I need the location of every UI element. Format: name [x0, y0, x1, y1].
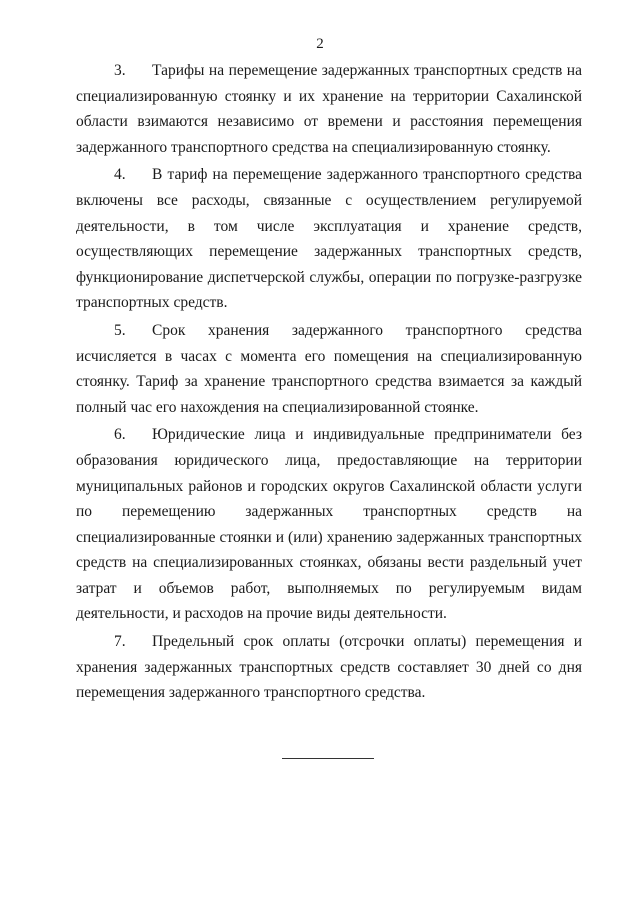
paragraph-4: [76, 162, 582, 316]
paragraph-text: Тарифы на перемещение задержанных транспортных средств на специализированную стоянку и их хранение на территории Сахалинской области взимаются независимо от времени и расстояния перемещения задержанного транспортного средства на специализированную стоянку.: [76, 62, 582, 156]
paragraph-5: [76, 318, 582, 420]
paragraph-text: Срок хранения задержанного транспортного средства исчисляется в часах с момента его помещения на специализированную стоянку. Тариф за хранение транспортного средства взимается за каждый полный час его нахождения на специализированной стоянке.: [76, 321, 582, 416]
paragraph-number: 3.: [114, 62, 126, 79]
paragraph-number: 4.: [114, 166, 126, 184]
paragraph-3: [76, 58, 582, 160]
paragraph-7: [76, 629, 582, 706]
paragraph-number: 5.: [114, 321, 126, 339]
paragraph-number: 7.: [114, 633, 126, 651]
paragraph-text: Предельный срок оплаты (отсрочки оплаты) перемещения и хранения задержанных транспортных средств составляет 30 дней со дня перемещения задержанного транспортного средства.: [76, 633, 582, 702]
paragraph-text: Юридические лица и индивидуальные предприниматели без образования юридического лица, предоставляющие на территории муниципальных районов и городских округов Сахалинской области услуги по перемещению задержанных транспортных средств на специализированные стоянки и (или) хранению задержанных транспортных средств на специализированных стоянках, обязаны вести раздельный учет затрат и объемов работ, выполняемых по регулируемым видам деятельности, и расходов на прочие виды деятельности.: [76, 426, 582, 623]
paragraph-number: 6.: [114, 426, 126, 444]
paragraph-text: В тариф на перемещение задержанного транспортного средства включены все расходы, связанные с осуществлением регулируемой деятельности, в том числе эксплуатация и хранение средств, осуществляющих перемещение задержанных транспортных средств, функционирование диспетчерской службы, операции по погрузке-разгрузке транспортных средств.: [76, 166, 582, 312]
closing-rule: [282, 758, 374, 759]
page-number: 2: [316, 36, 324, 52]
paragraph-6: [76, 422, 582, 627]
document-body: [76, 58, 582, 706]
